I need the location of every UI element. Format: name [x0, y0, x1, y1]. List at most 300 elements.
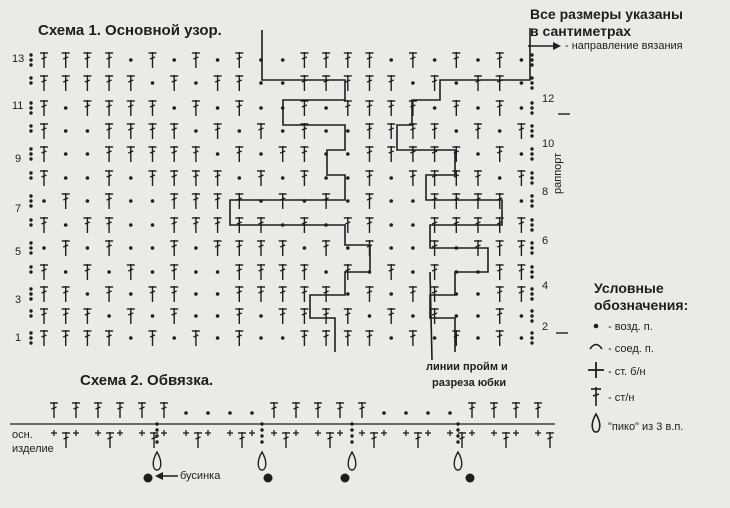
- chain-dot-icon: [29, 223, 32, 226]
- direction-label: - направление вязания: [565, 40, 683, 52]
- double-crochet-icon: [344, 330, 352, 346]
- double-crochet-icon: [322, 330, 330, 346]
- double-crochet-icon: [409, 286, 417, 302]
- double-crochet-icon: [105, 217, 113, 233]
- chain-dot-icon: [498, 129, 502, 133]
- chain-dot-icon: [456, 440, 459, 443]
- double-crochet-icon: [431, 264, 439, 280]
- single-crochet-cross-icon: [249, 430, 255, 436]
- double-crochet-icon: [192, 52, 200, 68]
- double-crochet-icon: [160, 402, 168, 418]
- chain-dot-icon: [29, 147, 32, 150]
- chain-dot-icon: [324, 106, 328, 110]
- base-label-line2: изделие: [12, 443, 54, 455]
- slip-stitch-arc-icon: [590, 345, 602, 350]
- single-crochet-cross-icon: [117, 430, 123, 436]
- chain-dot-icon: [151, 223, 155, 227]
- double-crochet-icon: [235, 308, 243, 324]
- double-crochet-icon: [40, 217, 48, 233]
- single-crochet-cross-icon: [469, 430, 475, 436]
- chain-dot-icon: [389, 199, 393, 203]
- double-crochet-icon: [279, 240, 287, 256]
- chain-dot-icon: [530, 63, 533, 66]
- chain-dot-icon: [216, 58, 220, 62]
- double-crochet-icon: [127, 264, 135, 280]
- double-crochet-icon: [326, 432, 334, 448]
- chain-dot-icon: [389, 292, 393, 296]
- chain-dot-icon: [389, 223, 393, 227]
- double-crochet-icon: [452, 193, 460, 209]
- double-crochet-icon: [105, 330, 113, 346]
- picot-drop-icon: [592, 414, 600, 432]
- chain-dot-icon: [346, 246, 350, 250]
- chain-dot-icon: [346, 129, 350, 133]
- chain-dot-icon: [29, 171, 32, 174]
- double-crochet-icon: [94, 402, 102, 418]
- chain-dot-icon: [530, 314, 533, 317]
- row-number-11: 11: [12, 100, 24, 112]
- double-crochet-icon: [474, 123, 482, 139]
- legend-label-picot: "пико" из 3 в.п.: [608, 421, 684, 433]
- double-crochet-icon: [235, 75, 243, 91]
- row-number-12: 12: [542, 93, 555, 105]
- chain-dot-icon: [260, 434, 263, 437]
- chain-dot-icon: [151, 246, 155, 250]
- double-crochet-icon: [235, 52, 243, 68]
- double-crochet-icon: [366, 170, 374, 186]
- double-crochet-icon: [292, 402, 300, 418]
- double-crochet-icon: [83, 52, 91, 68]
- single-crochet-cross-icon: [227, 430, 233, 436]
- double-crochet-icon: [474, 75, 482, 91]
- double-crochet-icon: [431, 286, 439, 302]
- chain-dot-icon: [530, 292, 533, 295]
- chain-dot-icon: [530, 147, 533, 150]
- legend-label-dc: - ст/н: [608, 392, 635, 404]
- chain-dot-icon: [476, 314, 480, 318]
- chain-dot-icon: [42, 246, 46, 250]
- chain-dot-icon: [129, 199, 133, 203]
- double-crochet-icon: [452, 146, 460, 162]
- chain-dot-icon: [350, 434, 353, 437]
- chain-dot-icon: [155, 434, 158, 437]
- chain-dot-icon: [64, 106, 68, 110]
- bead-arrow-icon: [155, 472, 178, 480]
- double-crochet-icon: [257, 240, 265, 256]
- chain-dot-icon: [216, 314, 220, 318]
- single-crochet-cross-icon: [337, 430, 343, 436]
- chain-dot-icon: [29, 101, 32, 104]
- single-crochet-cross-icon: [403, 430, 409, 436]
- double-crochet-icon: [40, 146, 48, 162]
- chain-dot-icon: [260, 440, 263, 443]
- chain-dot-icon: [29, 309, 32, 312]
- row-dashes: [556, 114, 570, 333]
- double-crochet-icon: [127, 308, 135, 324]
- chain-dot-icon: [455, 81, 459, 85]
- chain-dot-icon: [382, 411, 386, 415]
- double-crochet-icon: [149, 146, 157, 162]
- direction-arrow-icon: [528, 42, 561, 50]
- double-crochet-icon: [40, 286, 48, 302]
- row-number-4: 4: [542, 280, 549, 292]
- double-crochet-icon: [192, 193, 200, 209]
- legend-title-line2: обозначения:: [594, 297, 689, 313]
- chain-dot-icon: [324, 176, 328, 180]
- chain-dot-icon: [29, 194, 32, 197]
- row-number-8: 8: [542, 186, 549, 198]
- armhole-label-line2: разреза юбки: [432, 377, 507, 389]
- double-crochet-icon: [279, 193, 287, 209]
- double-crochet-icon: [83, 217, 91, 233]
- chain-dot-icon: [303, 246, 307, 250]
- bead-icon: [341, 474, 350, 483]
- double-crochet-icon: [170, 146, 178, 162]
- double-crochet-icon: [40, 100, 48, 116]
- chain-dot-icon: [368, 314, 372, 318]
- chain-dot-icon: [476, 58, 480, 62]
- chain-dot-icon: [194, 129, 198, 133]
- double-crochet-icon: [366, 52, 374, 68]
- double-crochet-icon: [300, 308, 308, 324]
- double-crochet-icon: [83, 264, 91, 280]
- chain-dot-icon: [194, 270, 198, 274]
- chain-dot-icon: [456, 428, 459, 431]
- single-crochet-cross-icon: [161, 430, 167, 436]
- chain-dot-icon: [194, 314, 198, 318]
- chain-dot-icon: [64, 223, 68, 227]
- double-crochet-icon: [105, 123, 113, 139]
- chain-dot-icon: [155, 440, 158, 443]
- row-number-2: 2: [542, 321, 549, 333]
- double-crochet-icon: [300, 330, 308, 346]
- double-crochet-icon: [496, 75, 504, 91]
- chain-dot-icon: [389, 246, 393, 250]
- chain-dot-icon: [530, 157, 533, 160]
- double-crochet-icon: [62, 193, 70, 209]
- double-crochet-icon: [496, 264, 504, 280]
- chain-dot-icon: [86, 246, 90, 250]
- chain-dot-icon: [216, 292, 220, 296]
- double-crochet-icon: [546, 432, 554, 448]
- chain-dot-icon: [42, 199, 46, 203]
- legend-label-slip: - соед. п.: [608, 343, 654, 355]
- double-crochet-icon: [496, 330, 504, 346]
- double-crochet-icon: [512, 402, 520, 418]
- double-crochet-icon: [387, 100, 395, 116]
- chain-dot-icon: [238, 129, 242, 133]
- row-number-6: 6: [542, 235, 549, 247]
- chain-dot-icon: [530, 106, 533, 109]
- chain-dot-icon: [530, 171, 533, 174]
- chain-dot-icon: [29, 63, 32, 66]
- double-crochet-icon: [496, 146, 504, 162]
- base-label-line1: осн.: [12, 429, 33, 441]
- chain-dot-icon: [238, 176, 242, 180]
- single-crochet-cross-icon: [183, 430, 189, 436]
- double-crochet-icon: [358, 402, 366, 418]
- double-crochet-icon: [517, 217, 525, 233]
- chain-dot-icon: [433, 58, 437, 62]
- chain-dot-icon: [530, 241, 533, 244]
- chain-dot-icon: [389, 176, 393, 180]
- double-crochet-icon: [517, 264, 525, 280]
- chain-dot-icon: [530, 223, 533, 226]
- rapport-label: раппорт: [552, 152, 564, 194]
- double-crochet-icon: [279, 308, 287, 324]
- chain-dot-icon: [155, 428, 158, 431]
- single-crochet-cross-icon: [73, 430, 79, 436]
- double-crochet-icon: [235, 100, 243, 116]
- chain-dot-icon: [520, 81, 524, 85]
- double-crochet-icon: [149, 100, 157, 116]
- double-crochet-icon: [431, 123, 439, 139]
- chain-dot-icon: [129, 292, 133, 296]
- double-crochet-icon: [366, 123, 374, 139]
- picot-drop-icon: [258, 452, 266, 470]
- chain-dot-icon: [281, 176, 285, 180]
- chain-dot-icon: [520, 152, 524, 156]
- double-crochet-icon: [235, 286, 243, 302]
- chain-dot-icon: [426, 411, 430, 415]
- double-crochet-icon: [83, 100, 91, 116]
- double-crochet-icon: [387, 308, 395, 324]
- double-crochet-icon: [40, 123, 48, 139]
- chain-dot-icon: [151, 81, 155, 85]
- chain-dot-icon: [216, 152, 220, 156]
- double-crochet-icon: [170, 240, 178, 256]
- chain-dot-icon: [29, 111, 32, 114]
- double-crochet-icon: [40, 52, 48, 68]
- row-number-10: 10: [542, 138, 555, 150]
- single-crochet-cross-icon: [359, 430, 365, 436]
- double-crochet-icon: [40, 170, 48, 186]
- double-crochet-icon: [387, 146, 395, 162]
- double-crochet-icon: [214, 75, 222, 91]
- chain-dot-icon: [194, 246, 198, 250]
- double-crochet-icon: [170, 123, 178, 139]
- double-crochet-icon: [452, 330, 460, 346]
- chain-dot-icon: [530, 134, 533, 137]
- chain-dot-icon: [172, 58, 176, 62]
- double-crochet-icon: [322, 240, 330, 256]
- chain-dot-icon: [281, 81, 285, 85]
- row-number-5: 5: [15, 246, 22, 258]
- double-crochet-icon: [50, 402, 58, 418]
- chain-dot-icon: [530, 111, 533, 114]
- chain-dot-icon: [29, 314, 32, 317]
- double-crochet-icon: [127, 123, 135, 139]
- single-crochet-cross-icon: [139, 430, 145, 436]
- double-crochet-icon: [40, 330, 48, 346]
- double-crochet-icon: [474, 170, 482, 186]
- double-crochet-icon: [387, 264, 395, 280]
- double-crochet-icon: [105, 286, 113, 302]
- chain-dot-icon: [530, 246, 533, 249]
- chain-dot-icon: [476, 106, 480, 110]
- rapport-markers: [530, 53, 533, 344]
- chain-dot-icon: [29, 81, 32, 84]
- chain-dot-icon: [151, 199, 155, 203]
- chain-dot-icon: [411, 81, 415, 85]
- chain-dot-icon: [476, 152, 480, 156]
- chain-dot-icon: [216, 270, 220, 274]
- chain-dot-icon: [389, 336, 393, 340]
- double-crochet-icon: [300, 75, 308, 91]
- double-crochet-icon: [496, 52, 504, 68]
- double-crochet-icon: [170, 170, 178, 186]
- chain-dot-icon: [281, 129, 285, 133]
- chain-dot-icon: [346, 292, 350, 296]
- chain-dot-icon: [86, 199, 90, 203]
- chain-dot-icon: [107, 270, 111, 274]
- chain-dot-icon: [346, 176, 350, 180]
- chain-dot-icon: [476, 292, 480, 296]
- chain-dot-icon: [530, 336, 533, 339]
- double-crochet-icon: [270, 402, 278, 418]
- bead-icon: [466, 474, 475, 483]
- chain-dot-icon: [64, 129, 68, 133]
- chain-dot-icon: [29, 157, 32, 160]
- chain-dot-icon: [411, 270, 415, 274]
- chain-dot-icon: [29, 152, 32, 155]
- chain-dot-icon: [129, 176, 133, 180]
- legend-label-sc: - ст. б/н: [608, 366, 646, 378]
- double-crochet-icon: [322, 308, 330, 324]
- double-crochet-icon: [235, 146, 243, 162]
- single-crochet-cross-icon: [381, 430, 387, 436]
- chain-dot-icon: [129, 246, 133, 250]
- double-crochet-icon: [170, 75, 178, 91]
- chain-dot-icon: [530, 76, 533, 79]
- chain-dot-icon: [29, 341, 32, 344]
- double-crochet-icon: [496, 308, 504, 324]
- chain-dot-icon: [29, 297, 32, 300]
- double-crochet-icon: [431, 170, 439, 186]
- chain-dot-icon: [530, 341, 533, 344]
- double-crochet-icon: [366, 193, 374, 209]
- chain-dot-icon: [281, 58, 285, 62]
- single-crochet-cross-icon: [447, 430, 453, 436]
- pattern-grid: [29, 52, 525, 346]
- chain-dot-icon: [172, 336, 176, 340]
- chain-dot-icon: [433, 106, 437, 110]
- chain-dot-icon: [259, 81, 263, 85]
- chain-dot-icon: [530, 129, 533, 132]
- chain-dot-icon: [530, 218, 533, 221]
- double-crochet-icon: [496, 286, 504, 302]
- double-crochet-icon: [366, 217, 374, 233]
- chain-dot-icon: [86, 176, 90, 180]
- chain-dot-icon: [456, 434, 459, 437]
- double-crochet-icon: [344, 100, 352, 116]
- chain-dot-icon: [411, 314, 415, 318]
- double-crochet-icon: [366, 330, 374, 346]
- chain-dot-icon: [250, 411, 254, 415]
- chain-dot-icon: [530, 86, 533, 89]
- chain-dot-icon: [29, 106, 32, 109]
- double-crochet-icon: [149, 123, 157, 139]
- double-crochet-icon: [366, 286, 374, 302]
- chain-dot-icon: [151, 270, 155, 274]
- double-crochet-icon: [300, 264, 308, 280]
- chain-dot-icon: [29, 336, 32, 339]
- chain-dot-icon: [129, 336, 133, 340]
- double-crochet-icon: [127, 75, 135, 91]
- chain-dot-icon: [530, 53, 533, 56]
- chain-dot-icon: [346, 199, 350, 203]
- double-crochet-icon: [235, 193, 243, 209]
- double-crochet-icon: [387, 75, 395, 91]
- chain-dot-icon: [184, 411, 188, 415]
- chain-dot-icon: [29, 265, 32, 268]
- legend-title-line1: Условные: [594, 280, 664, 296]
- double-crochet-icon: [149, 52, 157, 68]
- double-crochet-icon: [409, 170, 417, 186]
- double-crochet-icon: [282, 432, 290, 448]
- double-crochet-icon: [62, 286, 70, 302]
- double-crochet-icon: [344, 52, 352, 68]
- row-number-3: 3: [15, 294, 22, 306]
- chain-dot-icon: [29, 76, 32, 79]
- chain-dot-icon: [29, 176, 32, 179]
- chain-dot-icon: [29, 251, 32, 254]
- row-number-7: 7: [15, 203, 22, 215]
- chain-dot-icon: [530, 297, 533, 300]
- double-crochet-icon: [105, 52, 113, 68]
- double-crochet-icon: [170, 193, 178, 209]
- double-crochet-icon: [214, 217, 222, 233]
- double-crochet-icon: [496, 100, 504, 116]
- double-crochet-icon: [170, 264, 178, 280]
- double-crochet-icon: [370, 432, 378, 448]
- double-crochet-icon: [431, 193, 439, 209]
- double-crochet-icon: [468, 402, 476, 418]
- picot-drop-icon: [153, 452, 161, 470]
- double-crochet-icon: [170, 308, 178, 324]
- double-crochet-icon: [214, 170, 222, 186]
- double-crochet-icon: [62, 75, 70, 91]
- double-crochet-icon: [300, 100, 308, 116]
- double-crochet-icon: [214, 240, 222, 256]
- double-crochet-icon: [300, 286, 308, 302]
- double-crochet-icon: [40, 264, 48, 280]
- chain-dot-icon: [324, 129, 328, 133]
- chain-dot-icon: [29, 246, 32, 249]
- double-crochet-icon: [409, 330, 417, 346]
- double-crochet-icon: [517, 286, 525, 302]
- single-crochet-cross-icon: [293, 430, 299, 436]
- double-crochet-icon: [257, 123, 265, 139]
- chain-dot-icon: [530, 309, 533, 312]
- chain-dot-icon: [64, 176, 68, 180]
- single-crochet-cross-icon: [315, 430, 321, 436]
- chain-dot-icon: [520, 314, 524, 318]
- chain-dot-icon: [411, 223, 415, 227]
- double-crochet-icon: [105, 146, 113, 162]
- chain-dot-icon: [530, 152, 533, 155]
- chain-dot-icon: [530, 199, 533, 202]
- double-crochet-icon: [62, 330, 70, 346]
- double-crochet-icon: [62, 52, 70, 68]
- double-crochet-icon: [83, 308, 91, 324]
- chain-dot-icon: [29, 53, 32, 56]
- double-crochet-icon: [387, 123, 395, 139]
- double-crochet-icon: [452, 100, 460, 116]
- single-crochet-cross-icon: [491, 430, 497, 436]
- armhole-label-line1: линии пройм и: [426, 361, 508, 373]
- chain-dot-icon: [411, 199, 415, 203]
